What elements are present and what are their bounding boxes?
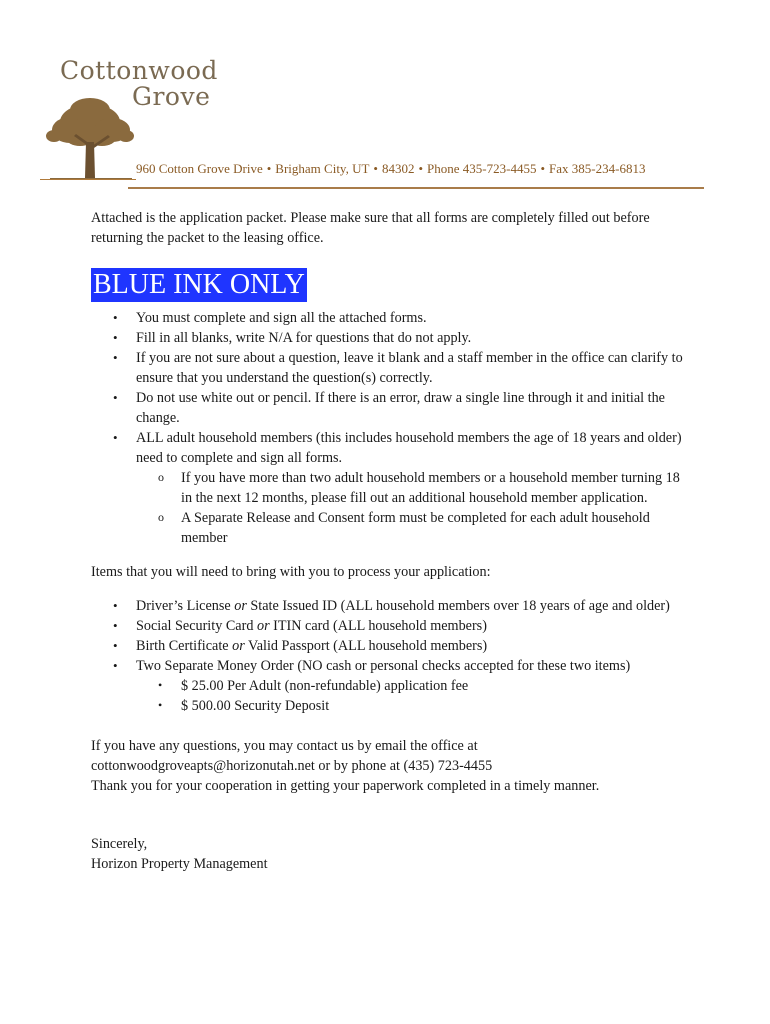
list-item <box>91 308 691 328</box>
bullet-icon: • <box>113 658 118 673</box>
address-street: 960 Cotton Grove Drive <box>136 161 263 176</box>
logo-word-grove: Grove <box>132 82 211 111</box>
list-item <box>91 348 691 388</box>
item-text: Valid Passport (ALL household members) <box>244 638 488 654</box>
intro-paragraph: Attached is the application packet. Please make sure that all forms are completely filled out before returning the packet to the leasing office. <box>91 210 650 246</box>
open-bullet-icon: o <box>158 470 164 484</box>
item-text: State Issued ID (ALL household members over 18 years of age and older) <box>246 598 670 614</box>
list-item <box>91 388 691 428</box>
items-list <box>91 596 691 716</box>
sublist-item <box>91 696 691 716</box>
separator-dot: • <box>418 161 424 176</box>
item-text: ITIN card (ALL household members) <box>269 618 487 634</box>
list-item <box>91 328 691 348</box>
list-item-text: You must complete and sign all the attached forms. <box>136 310 427 326</box>
bullet-icon: • <box>158 678 163 692</box>
instructions-sublist <box>136 468 691 548</box>
bullet-icon: • <box>113 330 118 345</box>
letterhead-rule <box>128 187 704 189</box>
item-text: Two Separate Money Order (NO cash or personal checks accepted for these two items) <box>136 658 631 674</box>
bullet-icon: • <box>113 350 118 365</box>
item-text: Social Security Card <box>136 618 257 634</box>
bullet-icon: • <box>158 698 163 712</box>
list-item <box>91 428 691 548</box>
separator-dot: • <box>373 161 378 176</box>
list-item-text: Fill in all blanks, write N/A for questions that do not apply. <box>136 330 472 346</box>
address-phone: Phone 435-723-4455 <box>427 161 537 176</box>
address-zip: 84302 <box>381 161 415 176</box>
contact-line-2: cottonwoodgroveapts@horizonutah.net or by phone at (435) 723-4455 <box>91 758 493 774</box>
sublist-item-text: $ 25.00 Per Adult (non-refundable) application fee <box>181 678 469 694</box>
separator-dot: • <box>266 161 272 176</box>
sign-off: Sincerely, <box>91 836 148 852</box>
instructions-list <box>91 308 691 548</box>
sublist-item-text: If you have more than two adult household members or a household member turning 18 in the next 12 months, please fill out an additional household member application. <box>181 470 680 506</box>
bullet-icon: • <box>113 618 118 633</box>
address-fax: Fax 385-234-6813 <box>549 161 646 176</box>
items-heading: Items that you will need to bring with you to process your application: <box>91 564 491 580</box>
sublist-item-text: $ 500.00 Security Deposit <box>181 698 330 714</box>
list-item <box>91 656 691 716</box>
contact-line-1: If you have any questions, you may contact us by email the office at <box>91 738 478 754</box>
logo-word-cottonwood: Cottonwood <box>60 56 218 85</box>
item-text: Birth Certificate <box>136 638 233 654</box>
item-or: or <box>256 618 270 634</box>
letter-body <box>91 208 691 874</box>
sublist-item-text: A Separate Release and Consent form must be completed for each adult household member <box>181 510 650 546</box>
signature: Horizon Property Management <box>91 856 268 872</box>
item-or: or <box>232 638 245 654</box>
money-order-sublist <box>136 676 691 716</box>
bullet-icon: • <box>113 598 118 613</box>
item-text: Driver’s License <box>136 598 235 614</box>
separator-dot: • <box>540 161 546 176</box>
blue-ink-only-banner: BLUE INK ONLY <box>93 269 305 300</box>
contact-line-3: Thank you for your cooperation in getting your paperwork completed in a timely manner. <box>91 778 600 794</box>
sublist-item <box>91 468 691 508</box>
sublist-item <box>91 508 691 548</box>
letterhead-rule-short <box>40 179 136 180</box>
list-item-text: ALL adult household members (this includes household members the age of 18 years and older) need to complete and sign all forms. <box>136 430 682 466</box>
bullet-icon: • <box>113 638 118 653</box>
bullet-icon: • <box>113 390 118 405</box>
letterhead-address <box>136 161 696 177</box>
list-item <box>91 616 691 636</box>
bullet-icon: • <box>113 310 118 325</box>
address-city: Brigham City, UT <box>275 161 370 176</box>
open-bullet-icon: o <box>158 510 164 524</box>
bullet-icon: • <box>113 430 118 445</box>
sublist-item <box>91 676 691 696</box>
list-item <box>91 596 691 616</box>
list-item-text: Do not use white out or pencil. If there is an error, draw a single line through it and initial the change. <box>136 390 665 426</box>
tree-icon <box>40 86 140 186</box>
list-item-text: If you are not sure about a question, leave it blank and a staff member in the office can clarify to ensure that you understand the question(s) correctly. <box>136 350 683 386</box>
item-or: or <box>234 598 247 614</box>
list-item <box>91 636 691 656</box>
